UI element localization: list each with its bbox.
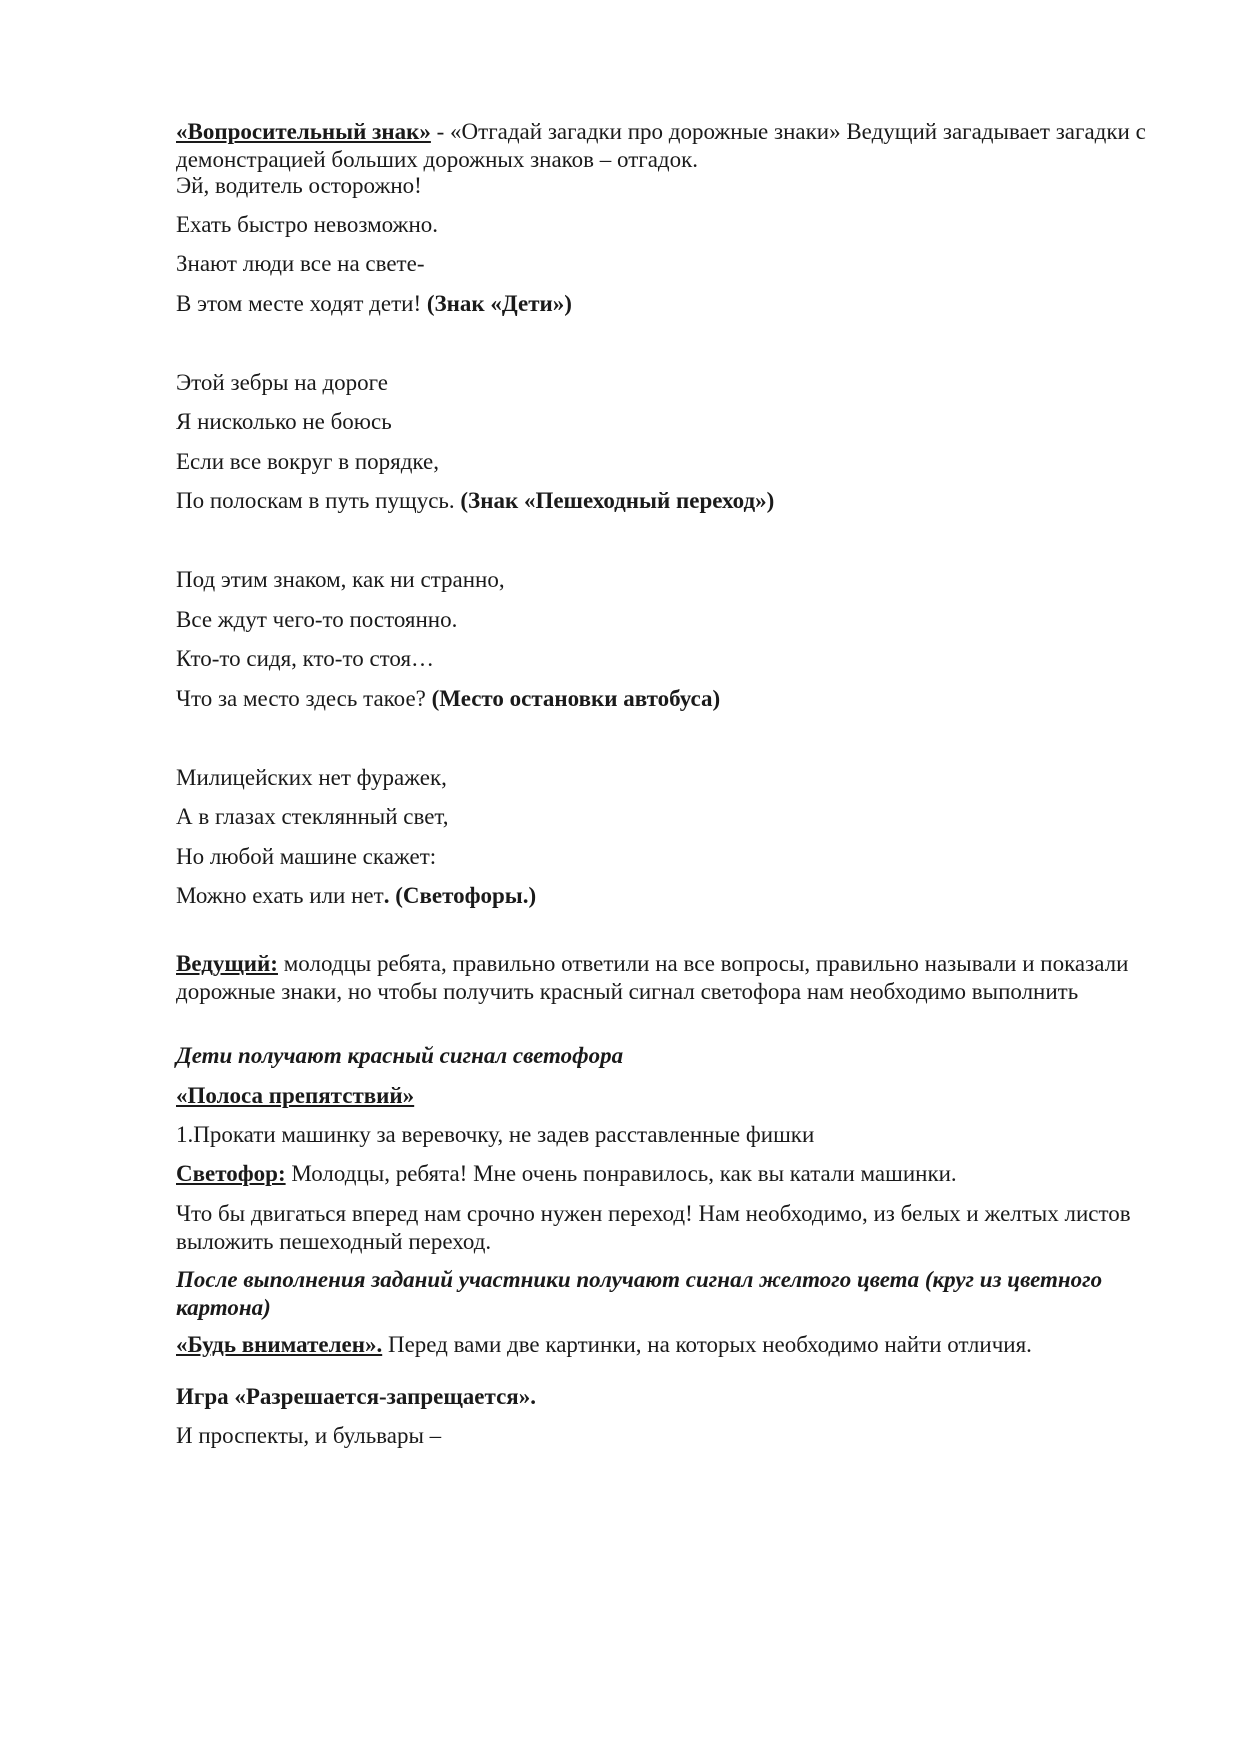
riddle-2-line-3: Если все вокруг в порядке, [176,449,439,474]
game-title: Игра «Разрешается-запрещается». [176,1384,536,1409]
intro-paragraph [176,118,1166,174]
attentive-heading: «Будь внимателен». [176,1332,383,1357]
riddle-3-line-2: Все ждут чего-то постоянно. [176,607,458,632]
riddle-4-line-1: Милицейских нет фуражек, [176,765,447,790]
riddle-4-line-3: Но любой машине скажет: [176,844,437,869]
crossing-task: Что бы двигаться вперед нам срочно нужен переход! Нам необходимо, из белых и желтых листов выложить пешеходный переход. [176,1201,1131,1254]
riddle-3-line-4: Что за место здесь такое? (Место остановки автобуса) [176,686,721,711]
riddle-2-line-2: Я нисколько не боюсь [176,409,392,434]
host-paragraph [176,950,1166,1006]
yellow-signal-note: После выполнения заданий участники получают сигнал желтого цвета (круг из цветного картона) [176,1267,1103,1320]
intro-heading: «Вопросительный знак» [176,119,431,144]
riddle-4-answer: . (Светофоры.) [383,883,537,908]
traffic-light-paragraph [176,1160,1166,1188]
riddle-1-line-3: Знают люди все на свете- [176,251,425,276]
host-label: Ведущий: [176,951,278,976]
riddle-1-line-1: Эй, водитель осторожно! [176,173,422,198]
attentive-text: Перед вами две картинки, на которых необходимо найти отличия. [382,1332,1032,1357]
traffic-light-text: Молодцы, ребята! Мне очень понравилось, как вы катали машинки. [285,1161,957,1186]
riddle-1-answer: (Знак «Дети») [426,291,572,316]
last-line: И проспекты, и бульвары – [176,1423,442,1448]
riddle-2-line-1: Этой зебры на дороге [176,370,388,395]
intro-text: - «Отгадай загадки про дорожные знаки» Ведущий загадывает загадки с демонстрацией больших дорожных знаков – отгадок. [176,119,1146,172]
riddle-2-answer: (Знак «Пешеходный переход») [460,488,775,513]
obstacle-heading: «Полоса препятствий» [176,1083,415,1108]
red-signal-note: Дети получают красный сигнал светофора [176,1043,624,1068]
riddle-1-line-4: В этом месте ходят дети! (Знак «Дети») [176,291,572,316]
traffic-light-label: Светофор: [176,1161,286,1186]
riddle-3-line-3: Кто-то сидя, кто-то стоя… [176,646,435,671]
riddle-3-answer: (Место остановки автобуса) [431,686,721,711]
riddle-2-line-4: По полоскам в путь пущусь. (Знак «Пешеходный переход») [176,488,775,513]
host-text: молодцы ребята, правильно ответили на все вопросы, правильно называли и показали дорожные знаки, но чтобы получить красный сигнал светофора нам необходимо выполнить [176,951,1129,1004]
riddle-4-line-4: Можно ехать или нет. (Светофоры.) [176,883,537,908]
riddle-3-line-1: Под этим знаком, как ни странно, [176,567,505,592]
task-1: 1.Прокати машинку за веревочку, не задев расставленные фишки [176,1122,815,1147]
attentive-paragraph [176,1331,1166,1359]
riddle-1-line-2: Ехать быстро невозможно. [176,212,439,237]
riddle-4-line-2: А в глазах стеклянный свет, [176,804,449,829]
